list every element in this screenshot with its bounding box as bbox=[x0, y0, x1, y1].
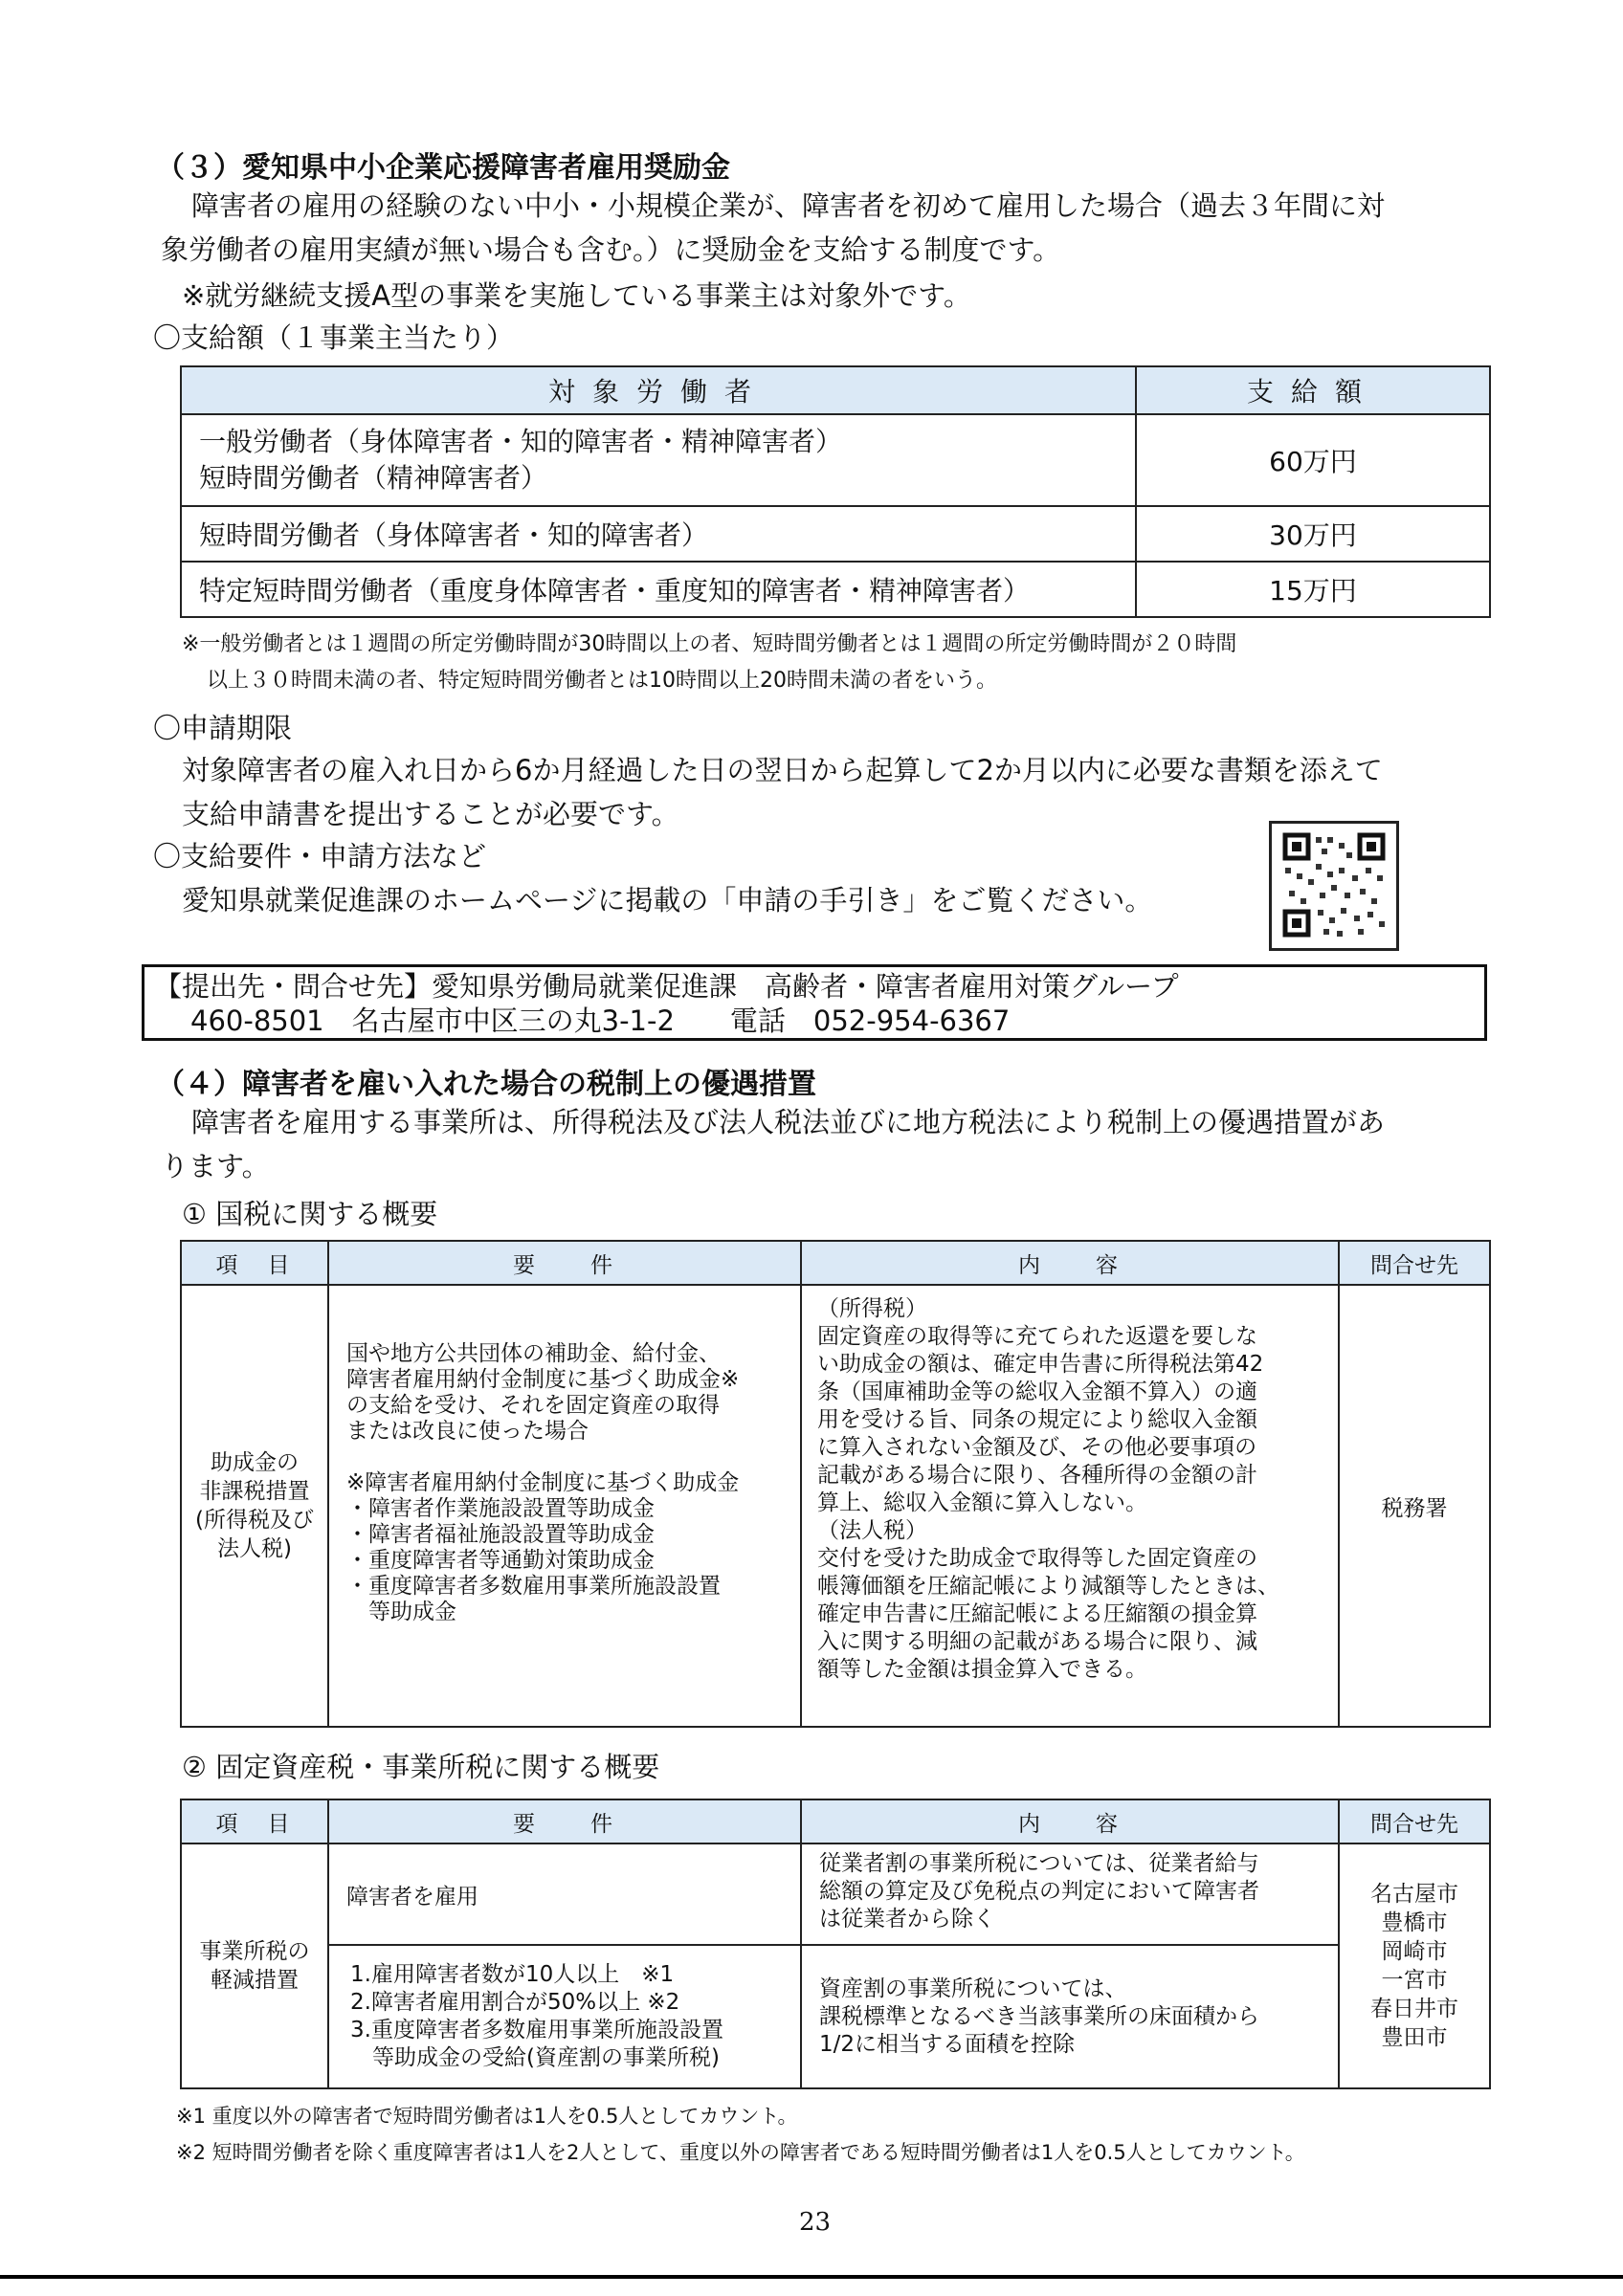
t2-content-line: 資産割の事業所税については、 bbox=[819, 1976, 1127, 2001]
t1-requirement-spacer bbox=[346, 1445, 783, 1470]
t1-content-line: 算上、総収入金額に算入しない。 bbox=[817, 1490, 1147, 1515]
section3-intro-line1: 障害者の雇用の経験のない中小・小規模企業が、障害者を初めて雇用した場合（過去３年間に対 bbox=[191, 189, 1386, 222]
t1-header-item: 項 目 bbox=[181, 1241, 328, 1285]
section4-title: （４）障害者を雇い入れた場合の税制上の優遇措置 bbox=[156, 1068, 816, 1101]
national-tax-subheading: ① 国税に関する概要 bbox=[182, 1198, 438, 1230]
t2-item-line: 軽減措置 bbox=[211, 1968, 299, 1993]
table-row bbox=[181, 1843, 1490, 1945]
t1-item-line: (所得税及び bbox=[195, 1508, 314, 1533]
t1-requirement-cell bbox=[328, 1285, 801, 1727]
t1-content-line: 固定資産の取得等に充てられた返還を要しな bbox=[817, 1324, 1257, 1349]
t2-row2-requirement bbox=[328, 1945, 801, 2088]
amount-table-header-amount: 支給額 bbox=[1136, 366, 1490, 414]
t1-content-line: 記載がある場合に限り、各種所得の金額の計 bbox=[817, 1463, 1257, 1488]
local-tax-subheading: ② 固定資産税・事業所税に関する概要 bbox=[182, 1751, 660, 1783]
t2-row1-content bbox=[801, 1843, 1339, 1945]
t1-requirement-line: ・重度障害者多数雇用事業所施設設置 bbox=[346, 1574, 721, 1599]
local-tax-table bbox=[180, 1799, 1491, 2089]
t2-content-line: 従業者割の事業所税については、従業者給与 bbox=[819, 1851, 1259, 1876]
t2-row2-content bbox=[801, 1945, 1339, 2088]
t2-contact-line: 一宮市 bbox=[1381, 1968, 1448, 1993]
t2-requirement-line: 1.雇用障害者数が10人以上 ※1 bbox=[350, 1962, 675, 1987]
t2-contact-line: 豊橋市 bbox=[1381, 1910, 1448, 1935]
section3-title: （３）愛知県中小企業応援障害者雇用奨励金 bbox=[156, 151, 730, 185]
t1-content-line: 確定申告書に圧縮記帳による圧縮額の損金算 bbox=[817, 1601, 1257, 1626]
t1-item-line: 非課税措置 bbox=[199, 1479, 310, 1504]
t1-content-line: 入に関する明細の記載がある場合に限り、減 bbox=[817, 1629, 1257, 1654]
t2-requirement-line: 3.重度障害者多数雇用事業所施設設置 bbox=[350, 2018, 723, 2042]
amount-value: 30万円 bbox=[1136, 506, 1490, 562]
deadline-heading: 〇申請期限 bbox=[153, 712, 293, 744]
t2-contact-line: 岡崎市 bbox=[1381, 1939, 1448, 1964]
t1-content-line: 用を受ける旨、同条の規定により総収入金額 bbox=[817, 1407, 1257, 1432]
t2-row1-requirement: 障害者を雇用 bbox=[328, 1843, 801, 1945]
t1-content-line: い助成金の額は、確定申告書に所得税法第42 bbox=[817, 1352, 1264, 1377]
table-row bbox=[181, 1945, 1490, 2088]
table-row bbox=[181, 414, 1490, 506]
t2-contact-line: 春日井市 bbox=[1370, 1997, 1458, 2021]
contact-box bbox=[142, 964, 1487, 1041]
qr-code-icon[interactable] bbox=[1269, 821, 1399, 951]
t2-header-item: 項 目 bbox=[181, 1799, 328, 1843]
amount-table-header-target: 対象労働者 bbox=[181, 366, 1136, 414]
t2-contact-cell bbox=[1339, 1843, 1490, 2088]
section4-intro-line2: ります。 bbox=[161, 1150, 270, 1182]
t1-header-contact: 問合せ先 bbox=[1339, 1241, 1490, 1285]
amount-value: 15万円 bbox=[1136, 562, 1490, 617]
t2-requirement-line: 2.障害者雇用割合が50%以上 ※2 bbox=[350, 1990, 680, 2015]
t1-requirement-line: ・重度障害者等通勤対策助成金 bbox=[346, 1548, 655, 1573]
t1-requirement-line: 国や地方公共団体の補助金、給付金、 bbox=[346, 1341, 721, 1366]
page-number: 23 bbox=[799, 2208, 832, 2237]
section4-intro-line1: 障害者を雇用する事業所は、所得税法及び法人税法並びに地方税法により税制上の優遇措置があ bbox=[191, 1106, 1386, 1138]
target-label: 特定短時間労働者（重度身体障害者・重度知的障害者・精神障害者） bbox=[181, 562, 1136, 617]
t1-requirement-line: 等助成金 bbox=[346, 1600, 456, 1624]
t1-item-cell bbox=[181, 1285, 328, 1727]
t1-contact-cell: 税務署 bbox=[1339, 1285, 1490, 1727]
t2-content-line: 総額の算定及び免税点の判定において障害者 bbox=[819, 1879, 1259, 1904]
target-label: 一般労働者（身体障害者・知的障害者・精神障害者） bbox=[199, 426, 843, 457]
t1-requirement-line: ・障害者作業施設設置等助成金 bbox=[346, 1496, 655, 1521]
t2-item-line: 事業所税の bbox=[199, 1939, 310, 1964]
t2-header-content: 内 容 bbox=[801, 1799, 1339, 1843]
t1-requirement-line: ※障害者雇用納付金制度に基づく助成金 bbox=[346, 1470, 740, 1495]
t2-contact-line: 名古屋市 bbox=[1370, 1882, 1458, 1907]
t1-item-line: 法人税) bbox=[217, 1536, 292, 1561]
deadline-line1: 対象障害者の雇入れ日から6か月経過した日の翌日から起算して2か月以内に必要な書類を添えて bbox=[182, 754, 1383, 786]
t2-requirement-line: 等助成金の受給(資産割の事業所税) bbox=[350, 2045, 720, 2070]
t1-header-content: 内 容 bbox=[801, 1241, 1339, 1285]
table-row bbox=[181, 562, 1490, 617]
amount-footnote-line1: ※一般労働者とは１週間の所定労働時間が30時間以上の者、短時間労働者とは１週間の所定労働時間が２０時間 bbox=[182, 632, 1237, 656]
t2-header-requirement: 要 件 bbox=[328, 1799, 801, 1843]
t1-requirement-line: 障害者雇用納付金制度に基づく助成金※ bbox=[346, 1367, 740, 1392]
t1-content-line: に算入されない金額及び、その他必要事項の bbox=[817, 1435, 1257, 1460]
t1-item-line: 助成金の bbox=[211, 1450, 299, 1475]
t1-requirement-line: の支給を受け、それを固定資産の取得 bbox=[346, 1393, 721, 1418]
amount-footnote-line2: 以上３０時間未満の者、特定短時間労働者とは10時間以上20時間未満の者をいう。 bbox=[207, 669, 997, 693]
tax-note1: ※1 重度以外の障害者で短時間労働者は1人を0.5人としてカウント。 bbox=[176, 2105, 798, 2128]
amount-table bbox=[180, 365, 1491, 618]
t1-content-line: 交付を受けた助成金で取得等した固定資産の bbox=[817, 1546, 1257, 1571]
t1-content-cell bbox=[801, 1285, 1339, 1727]
amount-value: 60万円 bbox=[1136, 414, 1490, 506]
target-label: 短時間労働者（身体障害者・知的障害者） bbox=[181, 506, 1136, 562]
t2-content-line: は従業者から除く bbox=[819, 1907, 995, 1932]
table-row bbox=[181, 1285, 1490, 1727]
contact-line2: 460-8501 名古屋市中区三の丸3-1-2 電話 052-954-6367 bbox=[190, 1004, 1011, 1037]
deadline-line2: 支給申請書を提出することが必要です。 bbox=[182, 798, 679, 830]
t2-item-cell bbox=[181, 1843, 328, 2088]
t2-content-line: 1/2に相当する面積を控除 bbox=[819, 2031, 1076, 2057]
t2-contact-line: 豊田市 bbox=[1381, 2025, 1448, 2050]
t1-content-line: （法人税） bbox=[817, 1518, 927, 1543]
section3-intro-line2: 象労働者の雇用実績が無い場合も含む。）に奨励金を支給する制度です。 bbox=[161, 233, 1061, 266]
requirements-text: 愛知県就業促進課のホームページに掲載の「申請の手引き」をご覧ください。 bbox=[182, 884, 1153, 916]
amount-heading: 〇支給額（１事業主当たり） bbox=[153, 321, 515, 354]
t1-header-requirement: 要 件 bbox=[328, 1241, 801, 1285]
tax-note2: ※2 短時間労働者を除く重度障害者は1人を2人として、重度以外の障害者である短時間労働者は1人を0.5人としてカウント。 bbox=[176, 2141, 1305, 2164]
t1-content-line: （所得税） bbox=[817, 1296, 927, 1321]
table-row bbox=[181, 506, 1490, 562]
t1-content-line: 額等した金額は損金算入できる。 bbox=[817, 1657, 1147, 1682]
t2-content-line: 課税標準となるべき当該事業所の床面積から bbox=[819, 2003, 1259, 2029]
t1-content-line: 条（国庫補助金等の総収入金額不算入）の適 bbox=[817, 1380, 1257, 1404]
bottom-rule bbox=[0, 2275, 1623, 2279]
t1-requirement-line: または改良に使った場合 bbox=[346, 1419, 589, 1444]
t1-content-line: 帳簿価額を圧縮記帳により減額等したときは、 bbox=[817, 1574, 1279, 1599]
t2-header-contact: 問合せ先 bbox=[1339, 1799, 1490, 1843]
t1-requirement-line: ・障害者福祉施設設置等助成金 bbox=[346, 1522, 655, 1547]
requirements-heading: 〇支給要件・申請方法など bbox=[153, 840, 487, 872]
national-tax-table bbox=[180, 1240, 1491, 1728]
section3-note: ※就労継続支援A型の事業を実施している事業主は対象外です。 bbox=[182, 279, 971, 312]
contact-line1: 【提出先・問合せ先】愛知県労働局就業促進課 高齢者・障害者雇用対策グループ bbox=[154, 970, 1179, 1003]
target-label: 短時間労働者（精神障害者） bbox=[199, 462, 548, 494]
